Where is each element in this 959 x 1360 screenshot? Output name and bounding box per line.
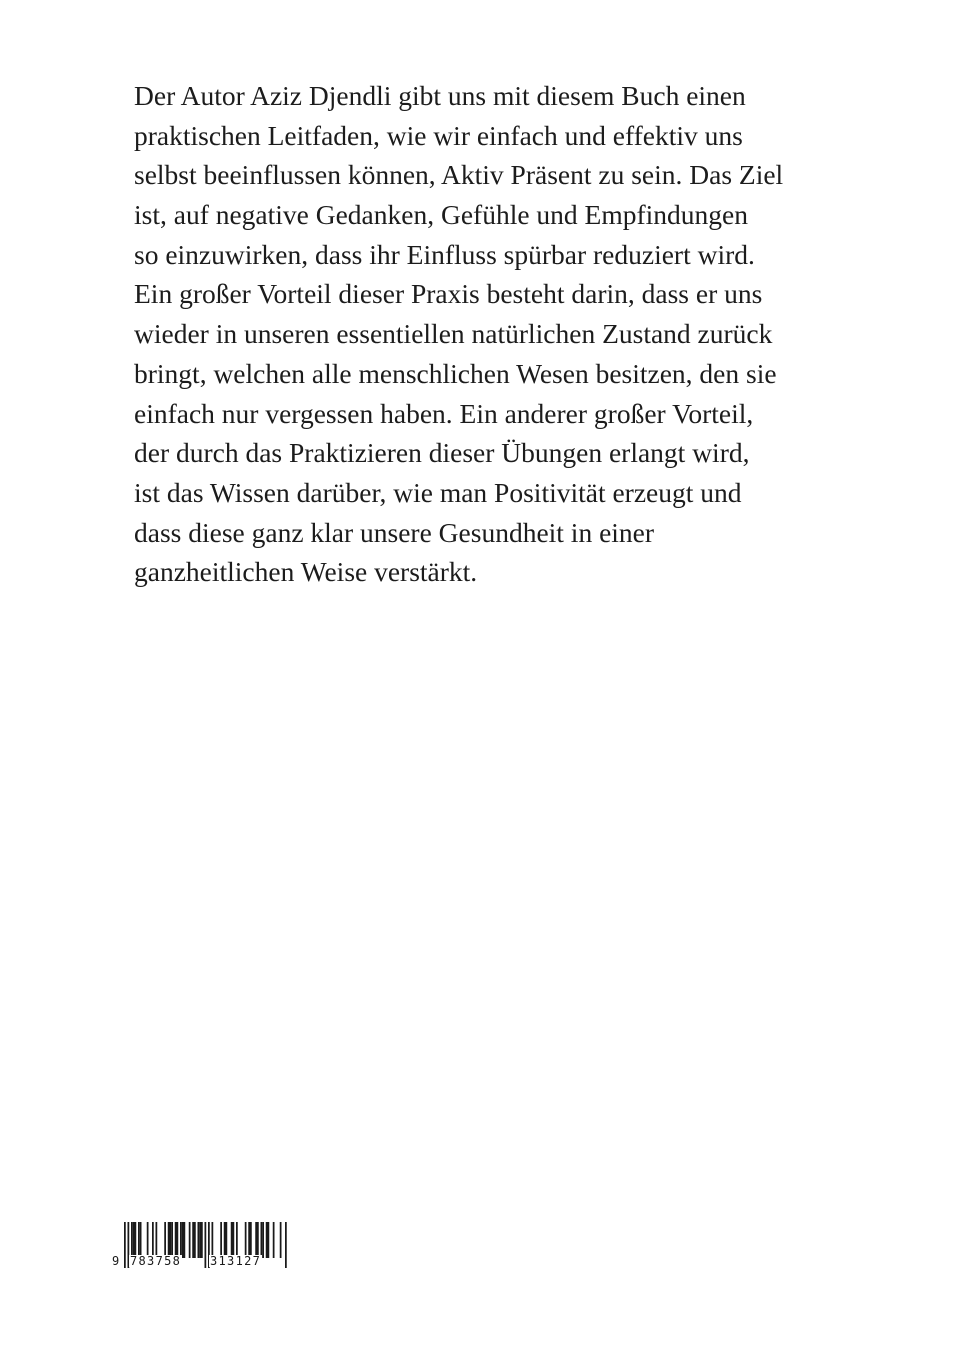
barcode-bar [273,1222,275,1258]
blurb-line: ganzheitlichen Weise verstärkt. [134,556,478,588]
barcode-bar [245,1222,247,1258]
barcode-bar [133,1222,135,1258]
barcode-bar [255,1222,257,1258]
blurb-line: ist das Wissen darüber, wie man Positivität erzeugt und [134,476,742,508]
barcode-bar [199,1222,201,1258]
barcode-bar [261,1222,263,1258]
barcode-guard-bar [124,1222,126,1268]
barcode-first-digit: 9 [112,1254,120,1268]
barcode-bar [135,1222,137,1258]
blurb-line: dass diese ganz klar unsere Gesundheit in einer [134,516,655,548]
barcode-bar [212,1222,214,1258]
barcode-bar [170,1222,172,1258]
barcode-bar [138,1222,140,1258]
barcode-bar [171,1222,173,1258]
isbn-barcode [112,1222,288,1272]
barcode-left-digits: 783758 [130,1254,182,1268]
barcode-bar [189,1222,191,1258]
barcode-bar [156,1222,158,1258]
blurb-line: wieder in unseren essentiellen natürlichen Zustand zurück [134,318,773,350]
blurb-text [134,76,834,592]
barcode-bar [220,1222,222,1258]
blurb-line: ist, auf negative Gedanken, Gefühle und Empfindungen [134,199,748,231]
barcode-bar [147,1222,149,1258]
barcode-right-digits: 313127 [210,1254,262,1268]
barcode-bar [168,1222,170,1258]
blurb-line: der durch das Praktizieren dieser Übungen erlangt wird, [134,437,750,469]
barcode-bar [175,1222,177,1258]
blurb-line: einfach nur vergessen haben. Ein anderer großer Vorteil, [134,397,754,429]
barcode-bar [236,1222,238,1258]
barcode-bar [140,1222,142,1258]
barcode-bar [184,1222,186,1258]
barcode-bar [131,1222,133,1258]
barcode-bar [280,1222,282,1258]
blurb-line: so einzuwirken, dass ihr Einfluss spürbar reduziert wird. [134,238,755,270]
barcode-bar [198,1222,200,1258]
barcode-bar [266,1222,268,1258]
barcode-bar [226,1222,228,1258]
barcode-bar [192,1222,194,1258]
blurb-line: Der Autor Aziz Djendli gibt uns mit diesem Buch einen [134,80,746,111]
blurb-line: Ein großer Vorteil dieser Praxis besteht darin, dass er uns [134,278,763,310]
barcode-bar [201,1222,203,1258]
barcode-bar [257,1222,259,1258]
barcode-guard-bar [285,1222,287,1268]
blurb-line: praktischen Leitfaden, wie wir einfach und effektiv uns [134,119,743,151]
barcode-bar [152,1222,154,1258]
barcode-bar [250,1222,252,1258]
barcode-guard-bar [205,1222,207,1268]
blurb-line: selbst beeinflussen können, Aktiv Präsent zu sein. Das Ziel [134,159,784,191]
barcode-bar [177,1222,179,1258]
barcode-bar [268,1222,270,1258]
blurb-line: bringt, welchen alle menschlichen Wesen besitzen, den sie [134,357,777,389]
barcode-bar [194,1222,196,1258]
barcode-bar [224,1222,226,1258]
barcode-bar [248,1222,250,1258]
barcode-bar [233,1222,235,1258]
barcode-bar [182,1222,184,1258]
barcode-bar [262,1222,264,1258]
barcode-bar [180,1222,182,1258]
barcode-bar [164,1222,166,1258]
barcode-bar [231,1222,233,1258]
